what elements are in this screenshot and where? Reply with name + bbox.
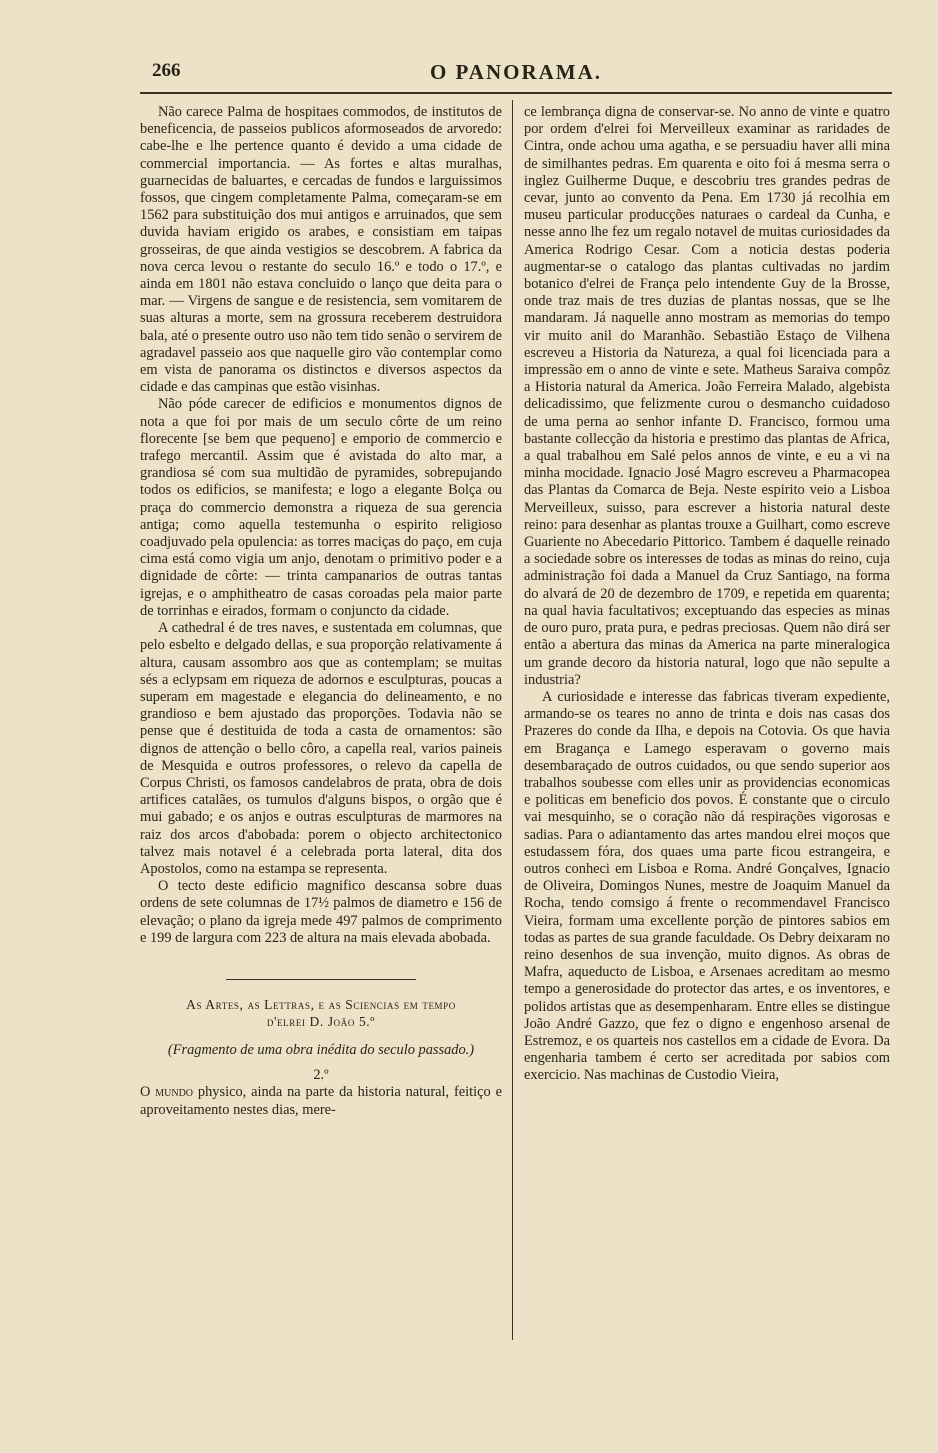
lead-words: O mundo [140, 1084, 194, 1101]
paragraph: O tecto deste edificio magnifico descansa sobre duas ordens de sete columnas de 17½ palmos de diametro e 156 de elevação; o plano da igreja mede 497 palmos de comprimento e 199 de largura com 223 de altura na mais elevada abobada. [140, 878, 502, 946]
paragraph [140, 1084, 502, 1118]
paragraph-text: physico, ainda na parte da historia natural, feitiço e aproveitamento nestes dias, mere- [140, 1084, 502, 1118]
masthead-title: O PANORAMA. [429, 60, 603, 84]
left-column [140, 104, 502, 1119]
section-divider [226, 979, 416, 980]
paragraph: ce lembrança digna de conservar-se. No anno de vinte e quatro por ordem d'elrei foi Merveilleux examinar as raridades de Cintra, onde achou uma agatha, e se persuadiu haver alli mina de similhantes pedras. Em quarenta e oito foi á mesma serra o inglez Guilherme Duque, e descobriu tres grandes pedras de cevar, junto ao convento da Pena. Em 1730 já recolhia em museu particular producções naturaes o cardeal da Cunha, e nesse anno lhe fez um regalo notavel de muitas curiosidades da America Rodrigo Cesar. Com a noticia destas poderia augmentar-se o catalogo das plantas cultivadas no jardim botanico d'elrei de França pelo intendente Guy de la Brosse, onde traz mais de tres duzias de plantas nossas, que se lhe mandaram. Já naquelle anno mostram as memorias do tempo vir muito anil do Maranhão. Sebastião Estaço de Vilhena escreveu a Historia da Natureza, a qual foi licenciada para a impressão em o anno de vinte e sete. Matheus Saraiva compôz a Historia natural da America. João Ferreira Malado, algebista delicadissimo, que felizmente curou o desmancho cuidadoso de uma perna ao senhor infante D. Francisco, formou uma bastante collecção da historia e prestimo das plantas de Africa, a qual trabalhou em Salé pelos annos de vinte, e eu a vi na minha mocidade. Ignacio José Magro escreveu a Pharmacopea das Plantas da Comarca de Beja. Neste espirito veio a Lisboa Merveilleux, suisso, para escrever a historia natural deste reino: para desenhar as plantas trouxe a Guilhart, como escreve Guariente no Abecedario Pittorico. Tambem é daquelle reinado a sociedade sobre os interesses de todas as minas do reino, cuja administração foi dada a Manuel da Cruz Santiago, na forma do alvará de 20 de dezembro de 1709, e repetida em quarenta; na qual havia facultativos; exceptuando das especies as minas de ouro puro, prata pura, e pedras preciosas. Quem não dirá ser então a abertura das minas da America na parte mineralogica um grande decoro da historia natural, logo que não sepulte a industria? [524, 104, 890, 688]
section-number: 2.º [313, 1067, 329, 1084]
right-column [524, 104, 890, 1085]
paragraph: Não carece Palma de hospitaes commodos, de institutos de beneficencia, de passeios publicos aformoseados de arvoredo: cabe-lhe e lhe pertence quanto é devido a uma cidade de commercial importancia. — As fortes e altas muralhas, guarnecidas de baluartes, e cercadas de fundos e larguissimos fossos, que cingem completamente Palma, começaram-se em 1562 para substituição dos mui antigos e arruinados, que sem duvida haviam erigido os arabes, e consistiam em taipas grosseiras, de que ainda vestigios se descobrem. A fabrica da nova cerca levou o restante do seculo 16.º e todo o 17.º, e ainda em 1801 não estava concluido o lanço que deita para o mar. — Virgens de sangue e de resistencia, sem vomitarem de suas alturas a morte, sem na grossura receberem destruidora bala, até o presente outro uso não tem tido senão o servirem de agradavel passeio aos que naquelle giro vão contemplar como em vista de panorama os distinctos e diversos aspectos da cidade e das campinas que estão visinhas. [140, 104, 502, 396]
column-divider [512, 100, 513, 1340]
page-number: 266 [152, 60, 181, 81]
section-title [140, 996, 502, 1030]
section-title-line: As Artes, as Lettras, e as Sciencias em tempo [186, 996, 456, 1012]
paragraph: A curiosidade e interesse das fabricas tiveram expediente, armando-se os teares no anno de trinta e dois nas casas dos Prazeres do conde da Ilha, e depois na Cotovia. Os que havia em Bragança e Lamego esperavam o governo mais desembaraçado de outros cuidados, ou que sendo superior aos trabalhos soubesse com elles unir as providencias economicas e politicas em beneficio dos povos. É constante que o circulo vai mesquinho, se o coração não dá respirações vigorosas e sadias. Para o adiantamento das artes mandou elrei moços que estudassem fóra, dos quaes uma parte ficou estrangeira, e outros conheci em Lisboa e Roma. André Gonçalves, Ignacio de Oliveira, Domingos Nunes, mestre de Joaquim Manuel da Rocha, tendo comsigo á frente o recommendavel Francisco Vieira, formam uma excellente porção de pintores sabios em todas as partes de sua grande faculdade. Os Debry deixaram no reino desenhos de sua invenção, muito dignos. As obras de Mafra, aqueducto de Lisboa, e Arsenaes acreditam ao mesmo tempo a generosidade do protector das artes, e os inventores, e polidos artistas que as desempenharam. Entre elles se distingue João André Gazzo, que fez o digno e engenhoso arsenal de Estremoz, e os quarteis nos castellos em a cidade de Evora. Da engenharia tambem é certo ser acreditada por sabios com exercicio. Nas machinas de Custodio Vieira, [524, 688, 890, 1084]
paragraph: Não póde carecer de edificios e monumentos dignos de nota a que foi por mais de um seculo côrte de um reino florecente [se bem que pequeno] e emporio de commercio e trafego mercantil. Assim que é avistada do alto mar, a grandiosa sé com sua multidão de pyramides, sobrepujando todos os edificios, se manifesta; e logo a elegante Bolça ou praça do commercio demonstra a riqueza de sua gerencia antiga; como aquella testemunha o espirito religioso coadjuvado pela opulencia: as torres maciças do paço, em cuja cima está como vigia um anjo, denotam o primitivo poder e a dignidade de côrte: — trinta campanarios de outras tantas igrejas, e o amphitheatro de casas coroadas pela maior parte de torrinhas e eirados, formam o conjuncto da cidade. [140, 396, 502, 619]
section-subtitle: (Fragmento de uma obra inédita do seculo passado.) [167, 1041, 475, 1058]
header-rule [140, 92, 892, 94]
paragraph: A cathedral é de tres naves, e sustentada em columnas, que pelo esbelto e delgado dellas, e sua proporção relativamente á altura, causam assombro aos que as contemplam; se muitas sés a eclypsam em riqueza de adornos e esculpturas, poucas a superam em magestade e elegancia do delineamento, e no grandioso e bem ajustado das proporções. Todavia não se pense que é destituida de toda a casta de ornamentos: são dignos de attenção o bello côro, a capella real, varios paineis de Mesquida e outros professores, o relevo da capella de Corpus Christi, os famosos candelabros de prata, obra de dois artifices catalães, os tumulos d'alguns bispos, o orgão que é mui gabado; e os anjos e outras esculpturas de marmores na raiz dos arcos d'abobada: porem o objecto architectonico talvez mais notavel é a celebrada porta lateral, dita dos Apostolos, como na estampa se representa. [140, 620, 502, 877]
page-header [140, 54, 892, 88]
section-title-line: d'elrei D. João 5.º [266, 1013, 376, 1029]
